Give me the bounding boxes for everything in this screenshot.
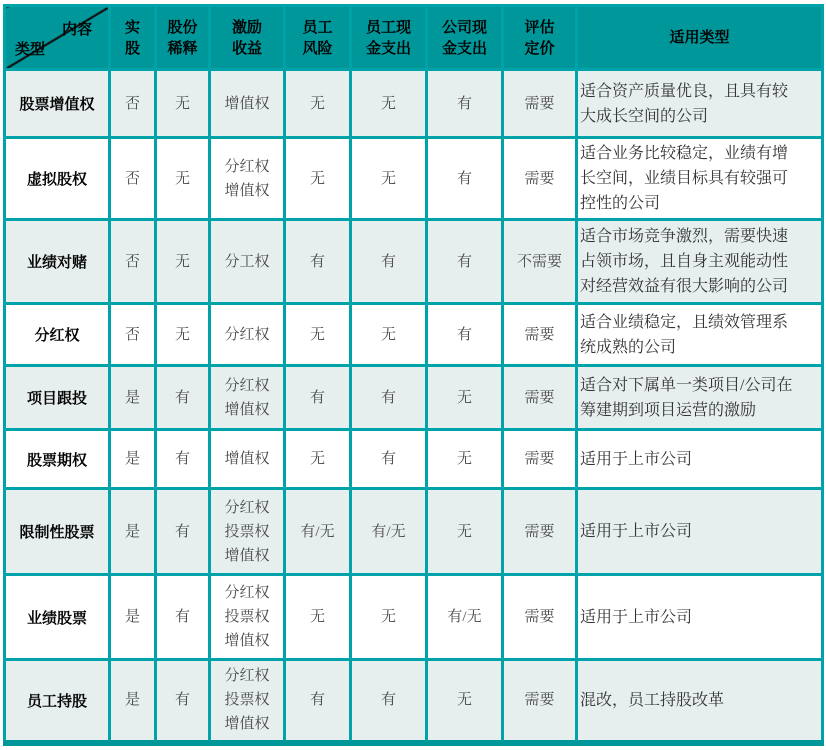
applicable-type-cell: 适合资产质量优良，且具有较 大成长空间的公司 bbox=[577, 70, 823, 138]
row-label-cell: 分红权 bbox=[5, 304, 110, 366]
employee-cash-cell: 无 bbox=[351, 575, 427, 660]
employee-cash-cell: 无 bbox=[351, 138, 427, 220]
valuation-cell: 不需要 bbox=[503, 220, 577, 304]
employee-cash-cell: 无 bbox=[351, 304, 427, 366]
corner-label-type: 类型 bbox=[15, 41, 46, 58]
incentive-income-cell: 分工权 bbox=[210, 220, 285, 304]
equity-incentive-comparison-table bbox=[3, 4, 824, 746]
share-dilution-cell: 无 bbox=[156, 220, 210, 304]
row-label-cell: 项目跟投 bbox=[5, 366, 110, 430]
applicable-type-cell: 适合业务比较稳定，业绩有增 长空间，业绩目标具有较强可 控性的公司 bbox=[577, 138, 823, 220]
incentive-income-cell: 分红权 bbox=[210, 304, 285, 366]
valuation-cell: 需要 bbox=[503, 430, 577, 489]
applicable-type-cell: 适用于上市公司 bbox=[577, 575, 823, 660]
employee-risk-cell: 有 bbox=[285, 366, 351, 430]
employee-cash-cell: 无 bbox=[351, 70, 427, 138]
employee-risk-cell: 无 bbox=[285, 70, 351, 138]
table-row bbox=[5, 575, 823, 660]
share-dilution-cell: 无 bbox=[156, 304, 210, 366]
real-stock-cell: 否 bbox=[110, 220, 156, 304]
applicable-type-cell: 适合市场竞争激烈，需要快速 占领市场，且自身主观能动性 对经营效益有很大影响的公司 bbox=[577, 220, 823, 304]
company-cash-cell: 有 bbox=[427, 304, 503, 366]
company-cash-cell: 有/无 bbox=[427, 575, 503, 660]
valuation-cell: 需要 bbox=[503, 70, 577, 138]
table-row bbox=[5, 70, 823, 138]
employee-risk-cell: 无 bbox=[285, 575, 351, 660]
incentive-income-cell: 分红权 投票权 增值权 bbox=[210, 489, 285, 575]
applicable-type-cell: 适用于上市公司 bbox=[577, 489, 823, 575]
valuation-cell: 需要 bbox=[503, 660, 577, 743]
row-label-cell: 限制性股票 bbox=[5, 489, 110, 575]
employee-cash-cell: 有/无 bbox=[351, 489, 427, 575]
share-dilution-cell: 有 bbox=[156, 575, 210, 660]
real-stock-cell: 否 bbox=[110, 304, 156, 366]
real-stock-cell: 是 bbox=[110, 489, 156, 575]
employee-risk-cell: 有 bbox=[285, 220, 351, 304]
share-dilution-cell: 无 bbox=[156, 70, 210, 138]
incentive-income-cell: 分红权 增值权 bbox=[210, 366, 285, 430]
company-cash-cell: 无 bbox=[427, 660, 503, 743]
employee-risk-cell: 无 bbox=[285, 304, 351, 366]
company-cash-cell: 有 bbox=[427, 138, 503, 220]
real-stock-cell: 否 bbox=[110, 70, 156, 138]
company-cash-cell: 有 bbox=[427, 70, 503, 138]
share-dilution-cell: 有 bbox=[156, 489, 210, 575]
incentive-income-cell: 分红权 投票权 增值权 bbox=[210, 660, 285, 743]
incentive-income-cell: 增值权 bbox=[210, 430, 285, 489]
employee-cash-cell: 有 bbox=[351, 430, 427, 489]
column-header-applicable-type: 适用类型 bbox=[577, 6, 823, 70]
corner-label-content: 内容 bbox=[61, 21, 92, 38]
table-row bbox=[5, 366, 823, 430]
share-dilution-cell: 有 bbox=[156, 366, 210, 430]
row-label-cell: 业绩对赌 bbox=[5, 220, 110, 304]
row-label-cell: 业绩股票 bbox=[5, 575, 110, 660]
employee-risk-cell: 无 bbox=[285, 430, 351, 489]
column-header-employee-cash-out: 员工现 金支出 bbox=[351, 6, 427, 70]
column-header-real-stock: 实 股 bbox=[110, 6, 156, 70]
incentive-income-cell: 分红权 增值权 bbox=[210, 138, 285, 220]
column-header-employee-risk: 员工 风险 bbox=[285, 6, 351, 70]
column-header-company-cash-out: 公司现 金支出 bbox=[427, 6, 503, 70]
table-row bbox=[5, 489, 823, 575]
company-cash-cell: 无 bbox=[427, 489, 503, 575]
row-label-cell: 股票增值权 bbox=[5, 70, 110, 138]
table-row bbox=[5, 430, 823, 489]
share-dilution-cell: 有 bbox=[156, 660, 210, 743]
valuation-cell: 需要 bbox=[503, 366, 577, 430]
column-header-incentive-income: 激励 收益 bbox=[210, 6, 285, 70]
employee-cash-cell: 有 bbox=[351, 660, 427, 743]
employee-risk-cell: 无 bbox=[285, 138, 351, 220]
column-header-share-dilution: 股份 稀释 bbox=[156, 6, 210, 70]
share-dilution-cell: 无 bbox=[156, 138, 210, 220]
valuation-cell: 需要 bbox=[503, 489, 577, 575]
table-row bbox=[5, 220, 823, 304]
company-cash-cell: 无 bbox=[427, 366, 503, 430]
applicable-type-cell: 适合业绩稳定，且绩效管理系 统成熟的公司 bbox=[577, 304, 823, 366]
table-row bbox=[5, 304, 823, 366]
share-dilution-cell: 有 bbox=[156, 430, 210, 489]
real-stock-cell: 是 bbox=[110, 660, 156, 743]
real-stock-cell: 是 bbox=[110, 575, 156, 660]
employee-cash-cell: 有 bbox=[351, 366, 427, 430]
valuation-cell: 需要 bbox=[503, 575, 577, 660]
valuation-cell: 需要 bbox=[503, 138, 577, 220]
company-cash-cell: 有 bbox=[427, 220, 503, 304]
applicable-type-cell: 适合对下属单一类项目/公司在 筹建期到项目运营的激励 bbox=[577, 366, 823, 430]
real-stock-cell: 是 bbox=[110, 430, 156, 489]
corner-header-cell bbox=[5, 6, 110, 70]
applicable-type-cell: 适用于上市公司 bbox=[577, 430, 823, 489]
valuation-cell: 需要 bbox=[503, 304, 577, 366]
employee-risk-cell: 有/无 bbox=[285, 489, 351, 575]
table-row bbox=[5, 660, 823, 743]
header-row bbox=[5, 6, 823, 70]
row-label-cell: 股票期权 bbox=[5, 430, 110, 489]
table-row bbox=[5, 138, 823, 220]
real-stock-cell: 否 bbox=[110, 138, 156, 220]
employee-cash-cell: 有 bbox=[351, 220, 427, 304]
employee-risk-cell: 有 bbox=[285, 660, 351, 743]
column-header-valuation-pricing: 评估 定价 bbox=[503, 6, 577, 70]
real-stock-cell: 是 bbox=[110, 366, 156, 430]
incentive-income-cell: 分红权 投票权 增值权 bbox=[210, 575, 285, 660]
row-label-cell: 虚拟股权 bbox=[5, 138, 110, 220]
applicable-type-cell: 混改，员工持股改革 bbox=[577, 660, 823, 743]
incentive-income-cell: 增值权 bbox=[210, 70, 285, 138]
row-label-cell: 员工持股 bbox=[5, 660, 110, 743]
company-cash-cell: 无 bbox=[427, 430, 503, 489]
